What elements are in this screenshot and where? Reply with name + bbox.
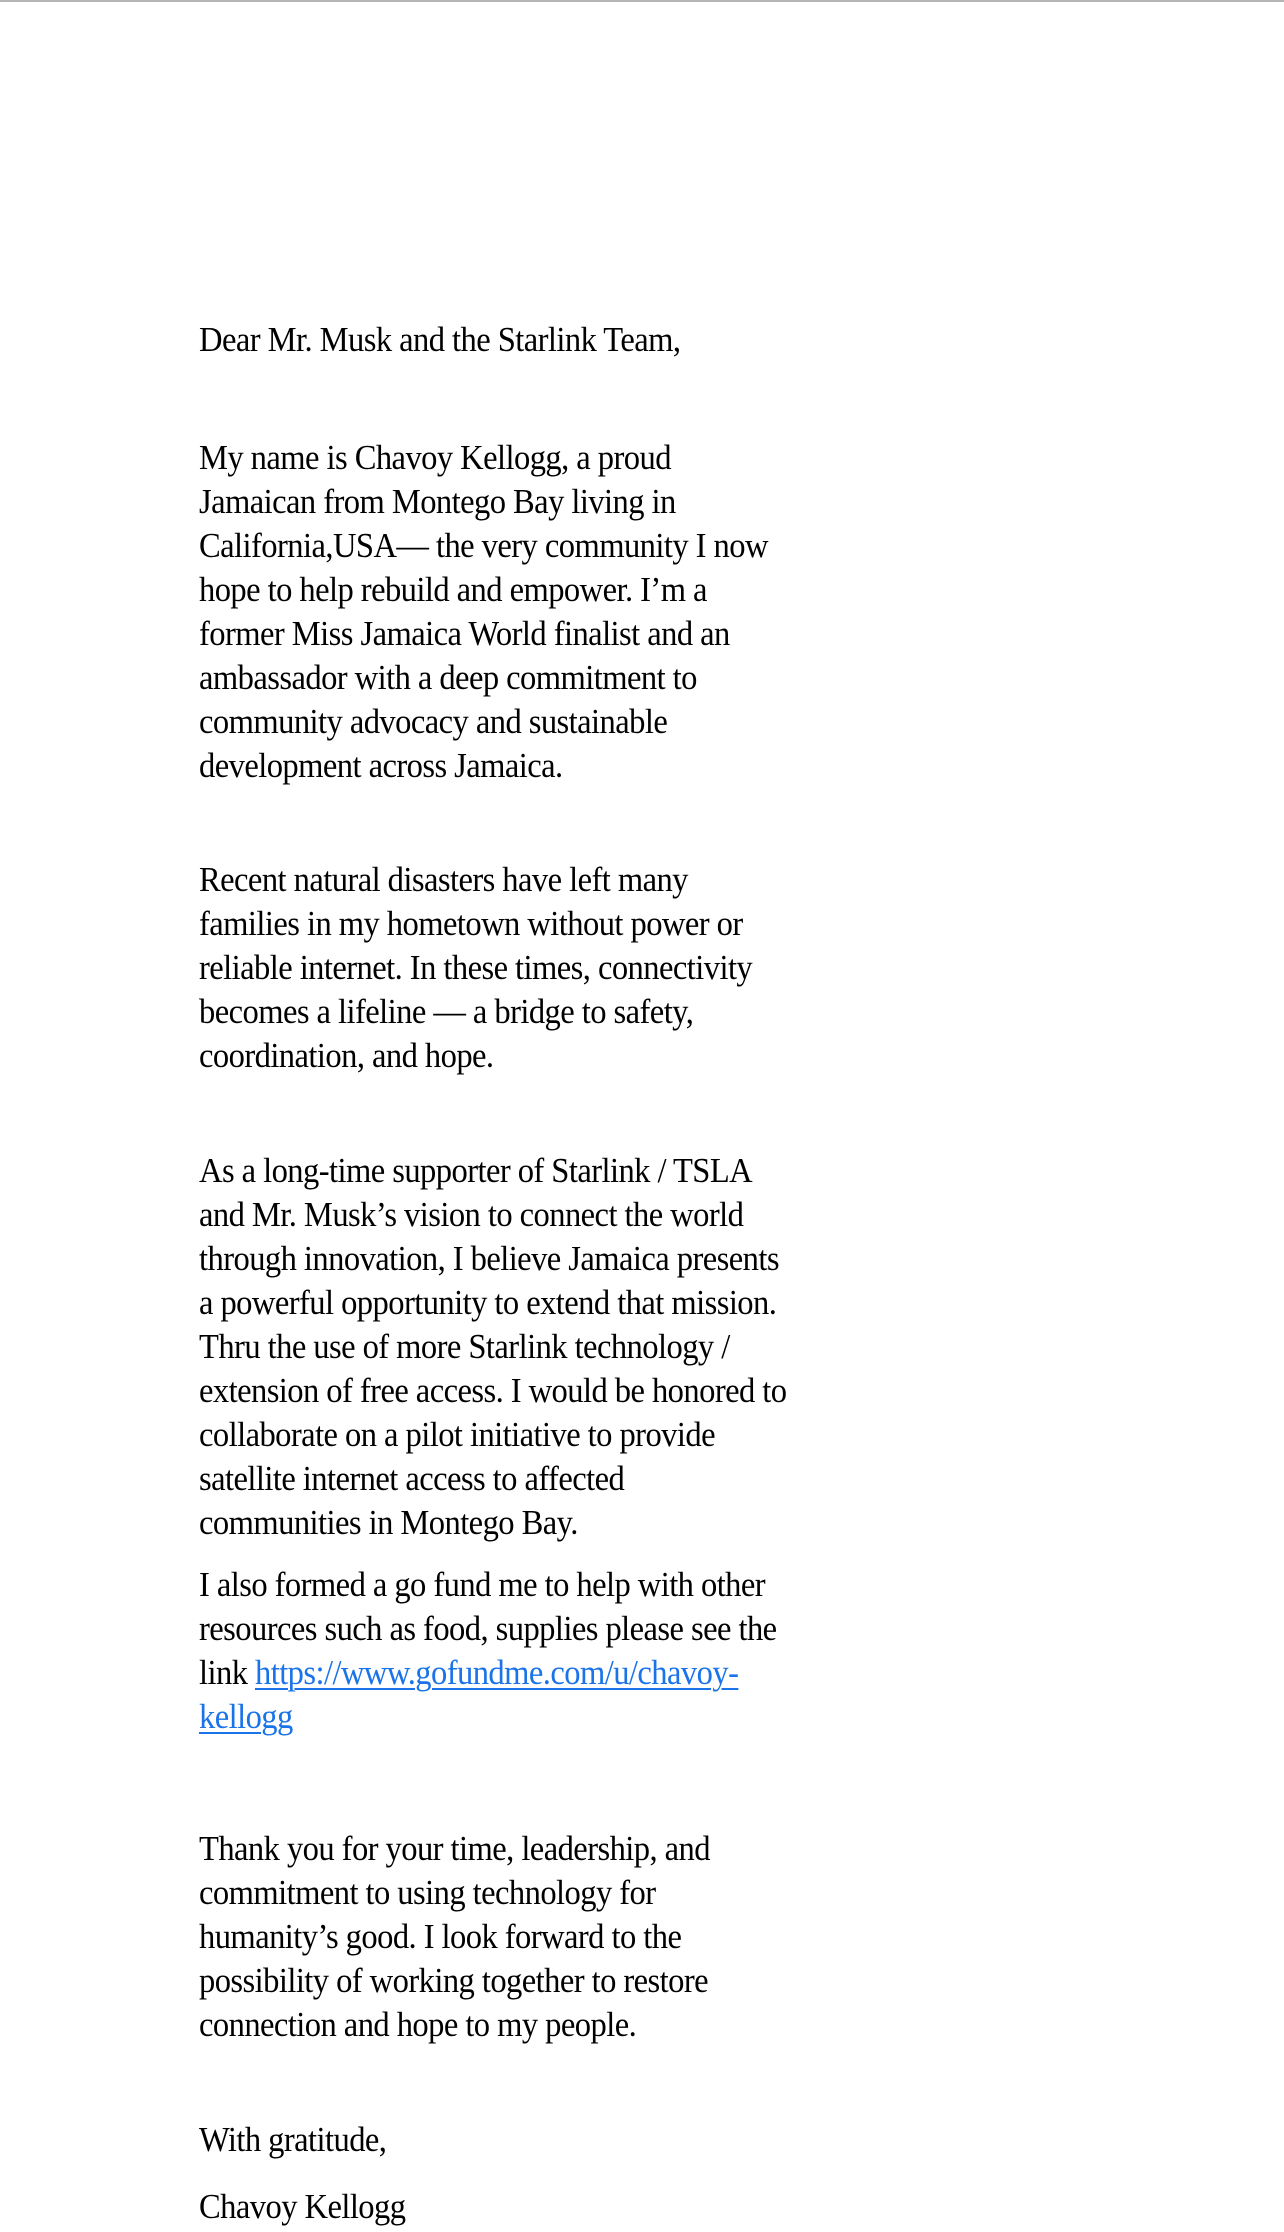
signature	[199, 2185, 869, 2229]
closing-text: With gratitude,	[199, 2120, 387, 2159]
paragraph-line: reliable internet. In these times, connectivity	[199, 948, 753, 987]
greeting-text: Dear Mr. Musk and the Starlink Team,	[199, 320, 681, 359]
paragraph-disasters	[199, 858, 869, 1078]
paragraph-line	[199, 1651, 869, 1695]
paragraph-line: satellite internet access to affected	[199, 1459, 625, 1498]
paragraph-line: commitment to using technology for	[199, 1873, 656, 1912]
paragraph-intro	[199, 436, 869, 788]
greeting	[199, 318, 869, 362]
paragraph-line: connection and hope to my people.	[199, 2005, 637, 2044]
paragraph-line: ambassador with a deep commitment to	[199, 658, 697, 697]
paragraph-line	[199, 1695, 869, 1739]
paragraph-line: resources such as food, supplies please see the	[199, 1609, 777, 1648]
paragraph-proposal	[199, 1149, 869, 1545]
paragraph-line: I also formed a go fund me to help with other	[199, 1565, 766, 1604]
closing	[199, 2118, 869, 2162]
paragraph-line: As a long-time supporter of Starlink / TSLA	[199, 1151, 753, 1190]
paragraph-line: community advocacy and sustainable	[199, 702, 668, 741]
paragraph-gofundme	[199, 1563, 869, 1739]
paragraph-line: former Miss Jamaica World finalist and an	[199, 614, 730, 653]
paragraph-line: California,USA— the very community I now	[199, 526, 768, 565]
paragraph-line: coordination, and hope.	[199, 1036, 494, 1075]
paragraph-line: development across Jamaica.	[199, 746, 563, 785]
gofundme-link-continued[interactable]: kellogg	[199, 1697, 293, 1736]
paragraph-line: Thru the use of more Starlink technology /	[199, 1327, 730, 1366]
paragraph-line: Jamaican from Montego Bay living in	[199, 482, 676, 521]
paragraph-line: through innovation, I believe Jamaica presents	[199, 1239, 779, 1278]
paragraph-line: becomes a lifeline — a bridge to safety,	[199, 992, 694, 1031]
paragraph-line: hope to help rebuild and empower. I’m a	[199, 570, 707, 609]
paragraph-line: a powerful opportunity to extend that mission.	[199, 1283, 777, 1322]
paragraph-line: possibility of working together to restore	[199, 1961, 709, 2000]
paragraph-thanks	[199, 1827, 869, 2047]
paragraph-line: Recent natural disasters have left many	[199, 860, 688, 899]
signature-text: Chavoy Kellogg	[199, 2187, 406, 2226]
paragraph-line: My name is Chavoy Kellogg, a proud	[199, 438, 671, 477]
paragraph-line: extension of free access. I would be honored to	[199, 1371, 787, 1410]
link-prefix: link	[199, 1653, 255, 1692]
paragraph-line: families in my hometown without power or	[199, 904, 743, 943]
gofundme-link[interactable]: https://www.gofundme.com/u/chavoy-	[254, 1653, 739, 1692]
paragraph-line: humanity’s good. I look forward to the	[199, 1917, 682, 1956]
paragraph-line: Thank you for your time, leadership, and	[199, 1829, 710, 1868]
paragraph-line: collaborate on a pilot initiative to provide	[199, 1415, 715, 1454]
paragraph-line: and Mr. Musk’s vision to connect the world	[199, 1195, 744, 1234]
paragraph-line: communities in Montego Bay.	[199, 1503, 578, 1542]
top-divider	[0, 0, 1284, 2]
